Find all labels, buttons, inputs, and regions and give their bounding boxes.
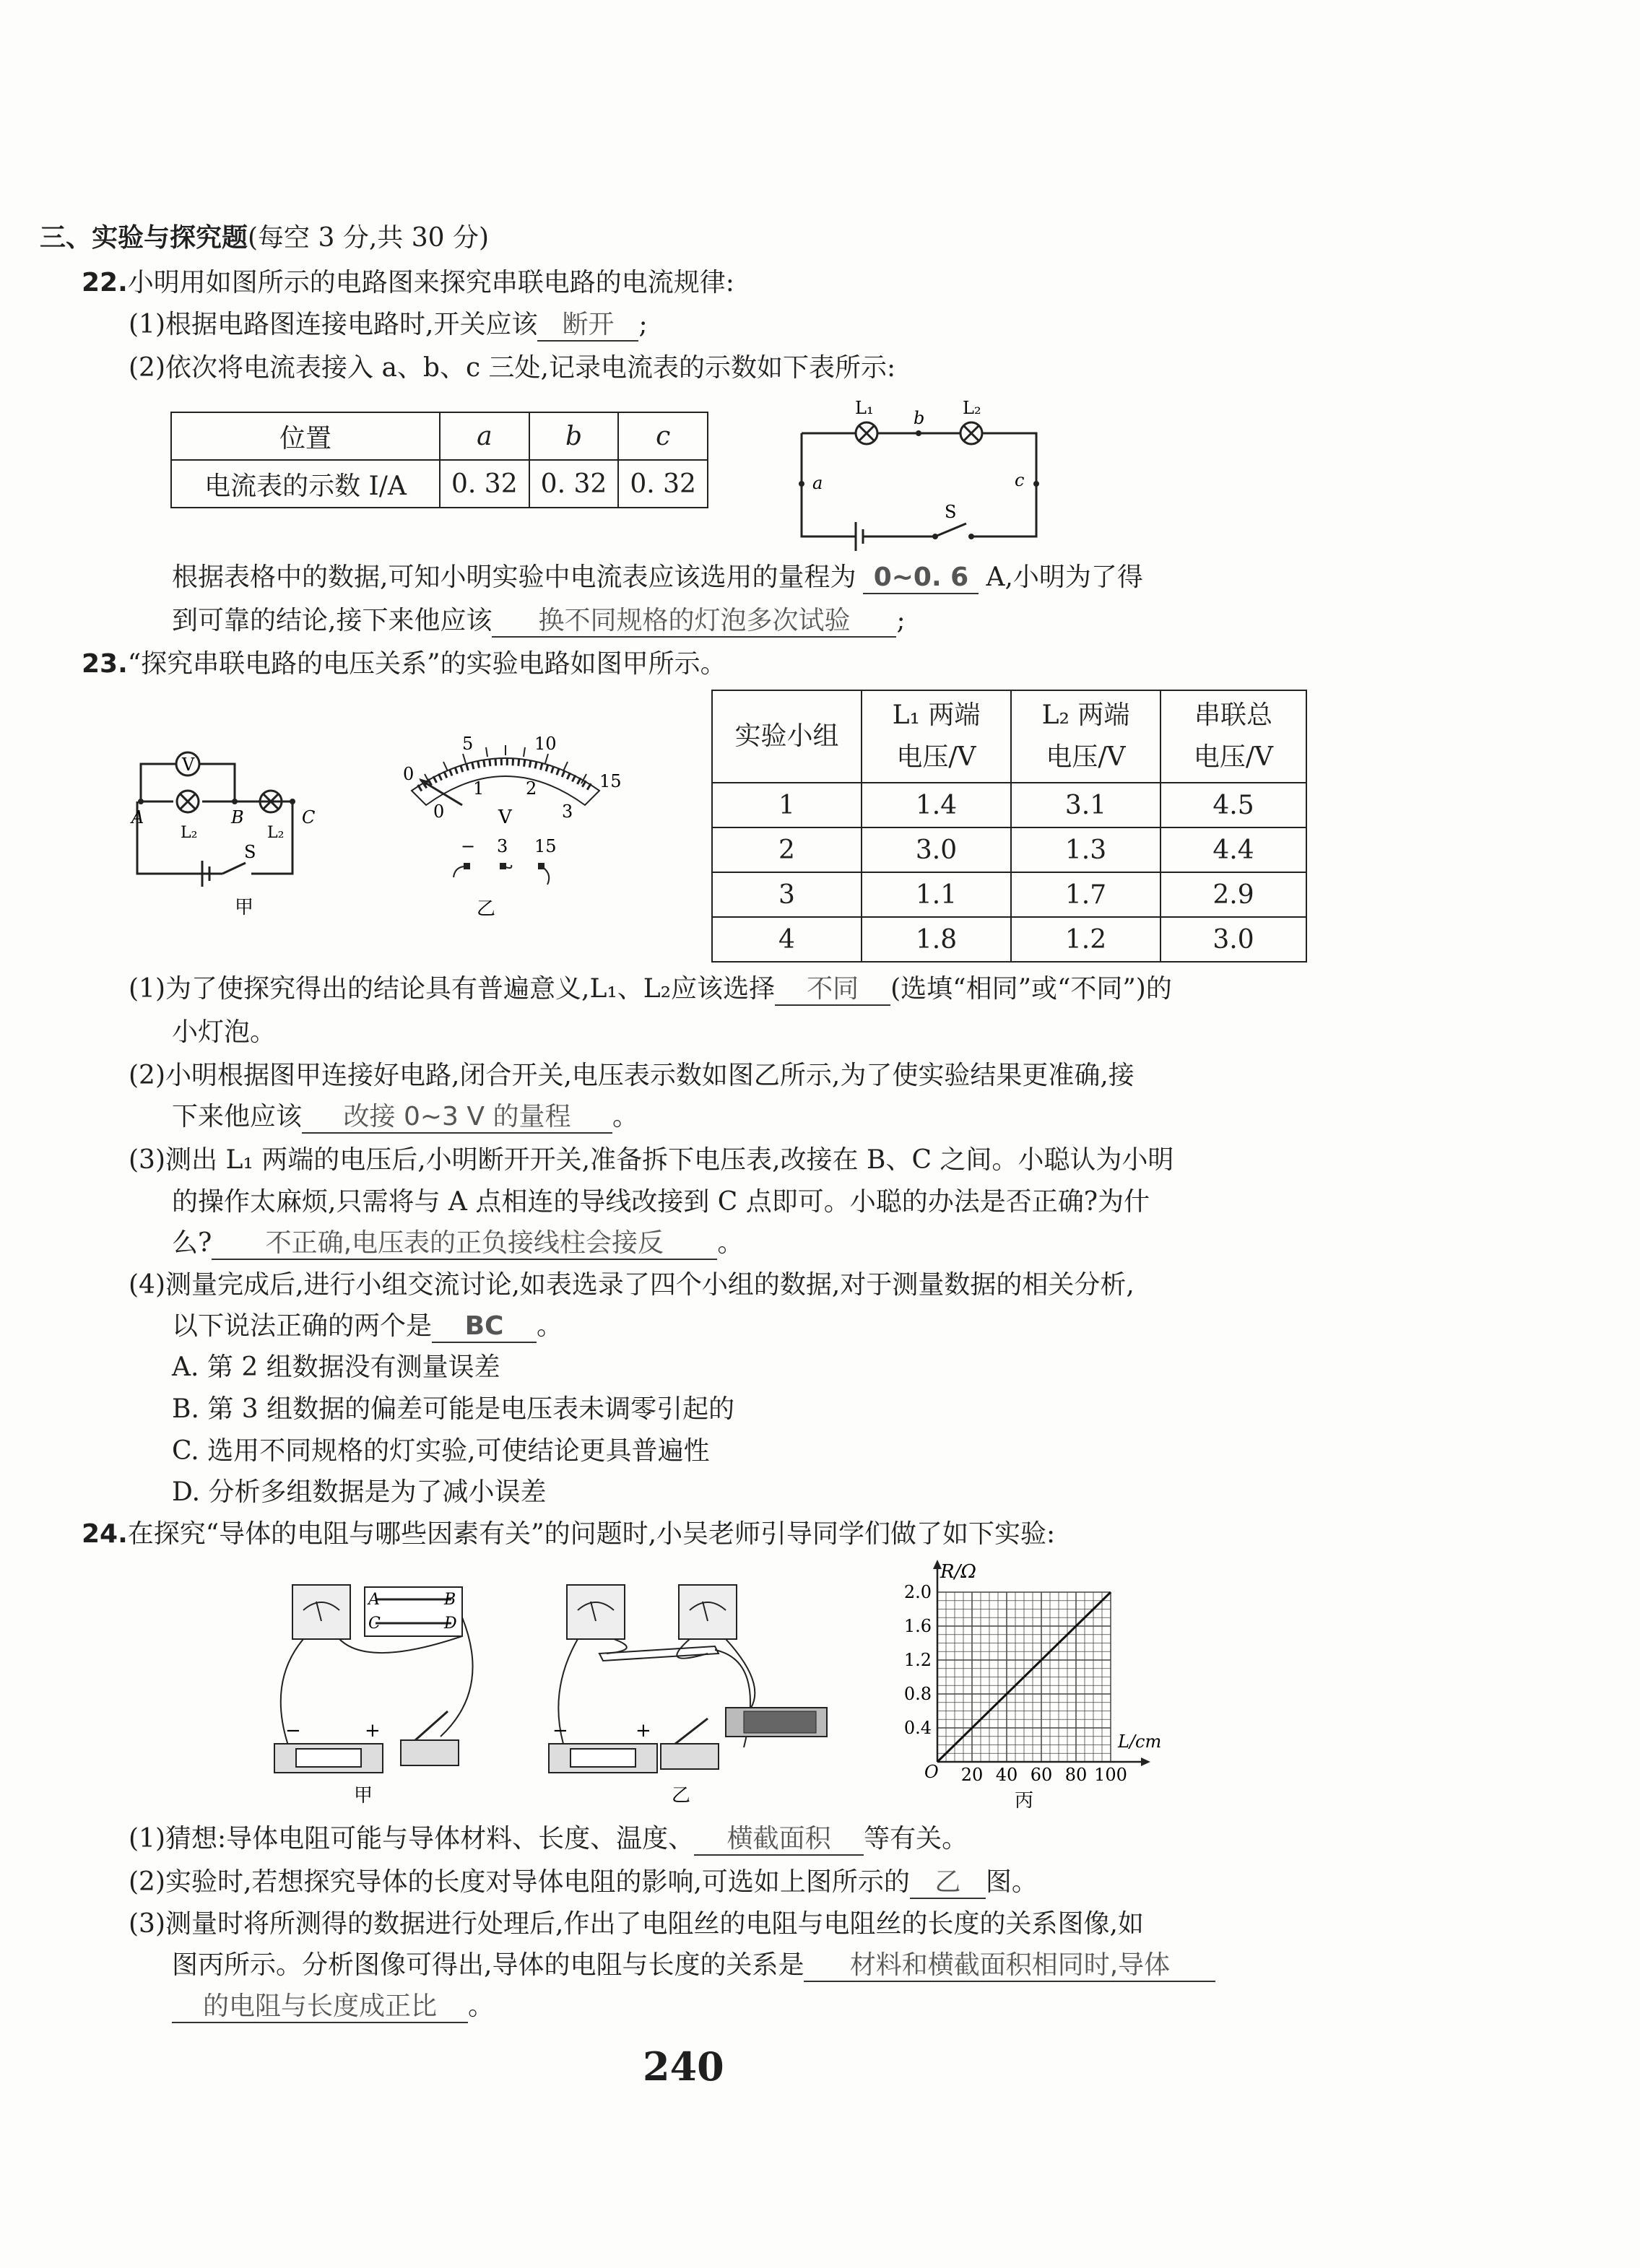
chart-x-tick-label: 20 (960, 1765, 984, 1785)
q23-table-cell: 1.3 (1011, 827, 1160, 872)
q22-p1-answer: 断开 (537, 309, 638, 342)
chart-x-axis-arrow (1141, 1758, 1150, 1766)
q23-p3-line1: (3)测出 L₁ 两端的电压后,小明断开开关,准备拆下电压表,改接在 B、C 之间。小聪认为小明 (129, 1145, 1174, 1175)
lamp-L1-label: L₁ (855, 398, 874, 418)
q24-part1 (129, 1823, 968, 1856)
switch-label: S (244, 842, 256, 862)
chart-x-tick-label: 80 (1064, 1765, 1088, 1785)
q23-p1-line2: 小灯泡。 (172, 1017, 277, 1047)
q24-p3-pre: 图丙所示。分析图像可得出,导体的电阻与长度的关系是 (172, 1950, 804, 1980)
q23-table-cell: 1.7 (1011, 872, 1160, 917)
section-note: (每空 3 分,共 30 分) (248, 223, 490, 253)
q23-table-cell: 2 (712, 827, 862, 872)
fig-caption-yi: 乙 (672, 1785, 691, 1807)
chart-y-tick-label: 1.2 (903, 1650, 932, 1670)
q22-p3-post: A,小明为了得 (986, 562, 1143, 592)
wire-B-label: B (444, 1591, 456, 1609)
q23-table-cell: 2.9 (1160, 872, 1306, 917)
q23-table-cell: 1.2 (1011, 917, 1160, 962)
point-C-label: C (302, 807, 316, 827)
q22-table-cell: b (529, 412, 619, 460)
q23-p2-post: 。 (612, 1102, 639, 1131)
chart-ylabel: R/Ω (940, 1561, 976, 1583)
dial-tick-5: 5 (462, 734, 474, 754)
fig-caption-jia: 甲 (354, 1785, 373, 1807)
header-text: 电压/V (1046, 742, 1126, 772)
q22-table-cell: a (440, 412, 529, 460)
terminal-3: 3 (497, 836, 508, 856)
section-title: 三、实验与探究题 (40, 223, 248, 253)
q22-number: 22. (82, 268, 128, 297)
q23-number: 23. (82, 649, 128, 679)
q23-table-cell: 4 (712, 917, 862, 962)
q23-p2-pre: 下来他应该 (172, 1102, 303, 1131)
section-header (40, 222, 489, 253)
q22-p4-answer: 换不同规格的灯泡多次试验 (492, 605, 896, 638)
chart-xlabel: L/cm (1118, 1732, 1162, 1752)
q24-p1-pre: (1)猜想:导体电阻可能与导体材料、长度、温度、 (129, 1824, 695, 1854)
q23-table-cell: 1.1 (862, 872, 1011, 917)
q23-table-cell: 4.5 (1160, 783, 1306, 827)
q22-p1-post: ; (638, 310, 648, 339)
q24-resistance-length-chart (888, 1552, 1177, 1820)
q23-p1-pre: (1)为了使探究得出的结论具有普遍意义,L₁、L₂应该选择 (129, 974, 776, 1004)
header-text: 电压/V (896, 742, 976, 772)
q22-p1-pre: (1)根据电路图连接电路时,开关应该 (129, 310, 538, 339)
q24-stem-text: 在探究“导体的电阻与哪些因素有关”的问题时,小吴老师引导同学们做了如下实验: (127, 1519, 1056, 1549)
q23-table-cell: 3.1 (1011, 783, 1160, 827)
q24-p1-post: 等有关。 (864, 1824, 968, 1854)
q22-p4-post: ; (896, 606, 906, 635)
chart-origin-label: O (924, 1762, 939, 1782)
q23-table-cell: 3.0 (862, 827, 1011, 872)
q24-p2-pre: (2)实验时,若想探究导体的长度对导体电阻的影响,可选如上图所示的 (129, 1867, 910, 1897)
chart-y-tick-label: 0.4 (903, 1718, 932, 1738)
header-text: 串联总 (1194, 700, 1272, 731)
q23-table-cell: 1.8 (862, 917, 1011, 962)
q23-table-header (862, 690, 1011, 783)
terminal-15: 15 (534, 836, 557, 856)
q24-p3-answer-2: 的电阻与长度成正比 (172, 1991, 468, 2023)
q22-p3-pre: 根据表格中的数据,可知小明实验中电流表应该选用的量程为 (172, 562, 856, 592)
q23-table-cell: 1 (712, 783, 862, 827)
q23-p1-post: (选填“相同”或“不同”)的 (890, 974, 1172, 1004)
q23-p3-answer: 不正确,电压表的正负接线柱会接反 (212, 1228, 717, 1260)
dial-unit-V: V (498, 807, 512, 828)
header-text: L₁ 两端 (892, 700, 981, 731)
q23-part4 (172, 1311, 563, 1343)
chart-caption: 丙 (1015, 1790, 1034, 1812)
q23-p2-line1: (2)小明根据图甲连接好电路,闭合开关,电压表示数如图乙所示,为了使实验结果更准确,接 (129, 1061, 1134, 1090)
dial-inner-1: 1 (473, 778, 485, 799)
q24-p2-answer: 乙 (910, 1867, 986, 1899)
chart-x-tick-label: 60 (1030, 1765, 1053, 1785)
q22-part1 (129, 309, 648, 342)
q22-table-cell: 0. 32 (440, 460, 529, 508)
lamp-L2-label: L₂ (963, 398, 981, 418)
q23-option-b: B. 第 3 组数据的偏差可能是电压表未调零引起的 (172, 1394, 735, 1424)
q22-table-cell: 0. 32 (618, 460, 708, 508)
q24-p2-post: 图。 (985, 1867, 1038, 1897)
point-b-label: b (914, 408, 925, 428)
q24-stem (82, 1518, 1055, 1550)
q23-table-cell: 3 (712, 872, 862, 917)
point-a-label: a (812, 473, 823, 493)
q23-table (711, 690, 1307, 963)
wire-C-label: C (368, 1615, 381, 1633)
switch-label: S (945, 502, 957, 522)
dial-inner-0: 0 (433, 801, 445, 822)
q23-table-header (1011, 690, 1160, 783)
q22-part4 (172, 605, 906, 638)
q22-table-cell: 0. 32 (529, 460, 619, 508)
q23-part1 (129, 973, 1172, 1006)
q22-stem-text: 小明用如图所示的电路图来探究串联电路的电流规律: (127, 268, 734, 297)
q22-part3 (172, 562, 1143, 594)
battery-minus: − (285, 1720, 301, 1742)
header-text: 电压/V (1193, 742, 1274, 772)
q24-part3-line2 (172, 1991, 494, 2023)
q22-circuit-diagram (794, 394, 1054, 552)
q24-apparatus-jia (267, 1581, 491, 1812)
q23-p3-line2: 的操作太麻烦,只需将与 A 点相连的导线改接到 C 点即可。小聪的办法是否正确?为什 (172, 1187, 1150, 1217)
chart-y-tick-label: 2.0 (903, 1582, 932, 1602)
q23-stem-text: “探究串联电路的电压关系”的实验电路如图甲所示。 (127, 649, 726, 679)
q22-p3-answer: 0~0. 6 (863, 562, 979, 594)
dial-tick-0: 0 (403, 764, 415, 784)
q23-p4-post: 。 (537, 1311, 563, 1341)
q24-apparatus-yi (534, 1581, 838, 1812)
battery-minus: − (552, 1720, 568, 1742)
point-A-label: A (131, 807, 144, 827)
dial-tick-10: 10 (534, 734, 557, 754)
q23-part2 (172, 1101, 638, 1134)
q24-part2 (129, 1867, 1038, 1899)
q23-p4-pre: 以下说法正确的两个是 (172, 1311, 433, 1341)
battery-plus: + (635, 1720, 651, 1742)
q23-stem (82, 648, 726, 679)
chart-x-tick-label: 100 (1094, 1765, 1127, 1785)
q23-table-header (1160, 690, 1306, 783)
q22-part2: (2)依次将电流表接入 a、b、c 三处,记录电流表的示数如下表所示: (129, 353, 896, 383)
q24-p3-post: 。 (468, 1991, 495, 2021)
q23-circuit-jia (130, 744, 361, 931)
q23-option-c: C. 选用不同规格的灯实验,可使结论更具普遍性 (172, 1436, 710, 1466)
q23-p3-post: 。 (717, 1228, 744, 1258)
q22-stem (82, 267, 734, 298)
wire-D-label: D (444, 1615, 457, 1633)
q23-table-header (712, 690, 862, 783)
point-c-label: c (1015, 470, 1025, 490)
q22-table-cell: 电流表的示数 I/A (171, 460, 440, 508)
q22-table-cell: c (618, 412, 708, 460)
chart-y-tick-label: 1.6 (903, 1616, 932, 1636)
dial-inner-2: 2 (526, 778, 537, 799)
page-number: 240 (643, 2043, 724, 2090)
q22-table (170, 412, 708, 508)
q23-option-d: D. 分析多组数据是为了减小误差 (172, 1477, 547, 1507)
dial-inner-3: 3 (562, 801, 573, 822)
q23-table-cell: 4.4 (1160, 827, 1306, 872)
q23-p4-line1: (4)测量完成后,进行小组交流讨论,如表选录了四个小组的数据,对于测量数据的相关分析, (129, 1270, 1134, 1300)
q24-p1-answer: 横截面积 (694, 1823, 864, 1856)
chart-y-tick-label: 0.8 (903, 1684, 932, 1704)
q24-number: 24. (82, 1519, 128, 1549)
q24-p3-answer-1: 材料和横截面积相同时,导体 (804, 1950, 1215, 1982)
fig-caption-jia: 甲 (235, 897, 254, 918)
q23-option-a: A. 第 2 组数据没有测量误差 (172, 1352, 500, 1382)
q22-table-cell: 位置 (171, 412, 440, 460)
point-B-label: B (231, 807, 244, 827)
dial-tick-15: 15 (599, 771, 622, 791)
battery-plus: + (365, 1720, 381, 1742)
header-text: L₂ 两端 (1041, 700, 1130, 731)
q23-voltmeter-dial (390, 729, 635, 931)
header-text: 实验小组 (734, 721, 839, 752)
lamp-label-1: L₂ (181, 824, 198, 842)
wire-A-label: A (368, 1591, 380, 1609)
q24-part3 (172, 1950, 1215, 1982)
terminal-minus: − (461, 836, 476, 856)
q23-table-cell: 3.0 (1160, 917, 1306, 962)
q23-p1-answer: 不同 (775, 973, 890, 1006)
q23-p2-answer: 改接 0~3 V 的量程 (302, 1101, 612, 1134)
q24-p3-line1: (3)测量时将所测得的数据进行处理后,作出了电阻丝的电阻与电阻丝的长度的关系图像,如 (129, 1909, 1144, 1939)
lamp-label-2: L₂ (267, 824, 285, 842)
q23-part3 (172, 1228, 743, 1260)
q22-p4-pre: 到可靠的结论,接下来他应该 (172, 606, 493, 635)
fig-caption-yi: 乙 (477, 898, 496, 920)
q23-p3-pre: 么? (172, 1228, 212, 1258)
q23-p4-answer: BC (432, 1311, 537, 1343)
voltmeter-V-label: V (182, 755, 195, 775)
q23-table-cell: 1.4 (862, 783, 1011, 827)
chart-x-tick-label: 40 (995, 1765, 1018, 1785)
